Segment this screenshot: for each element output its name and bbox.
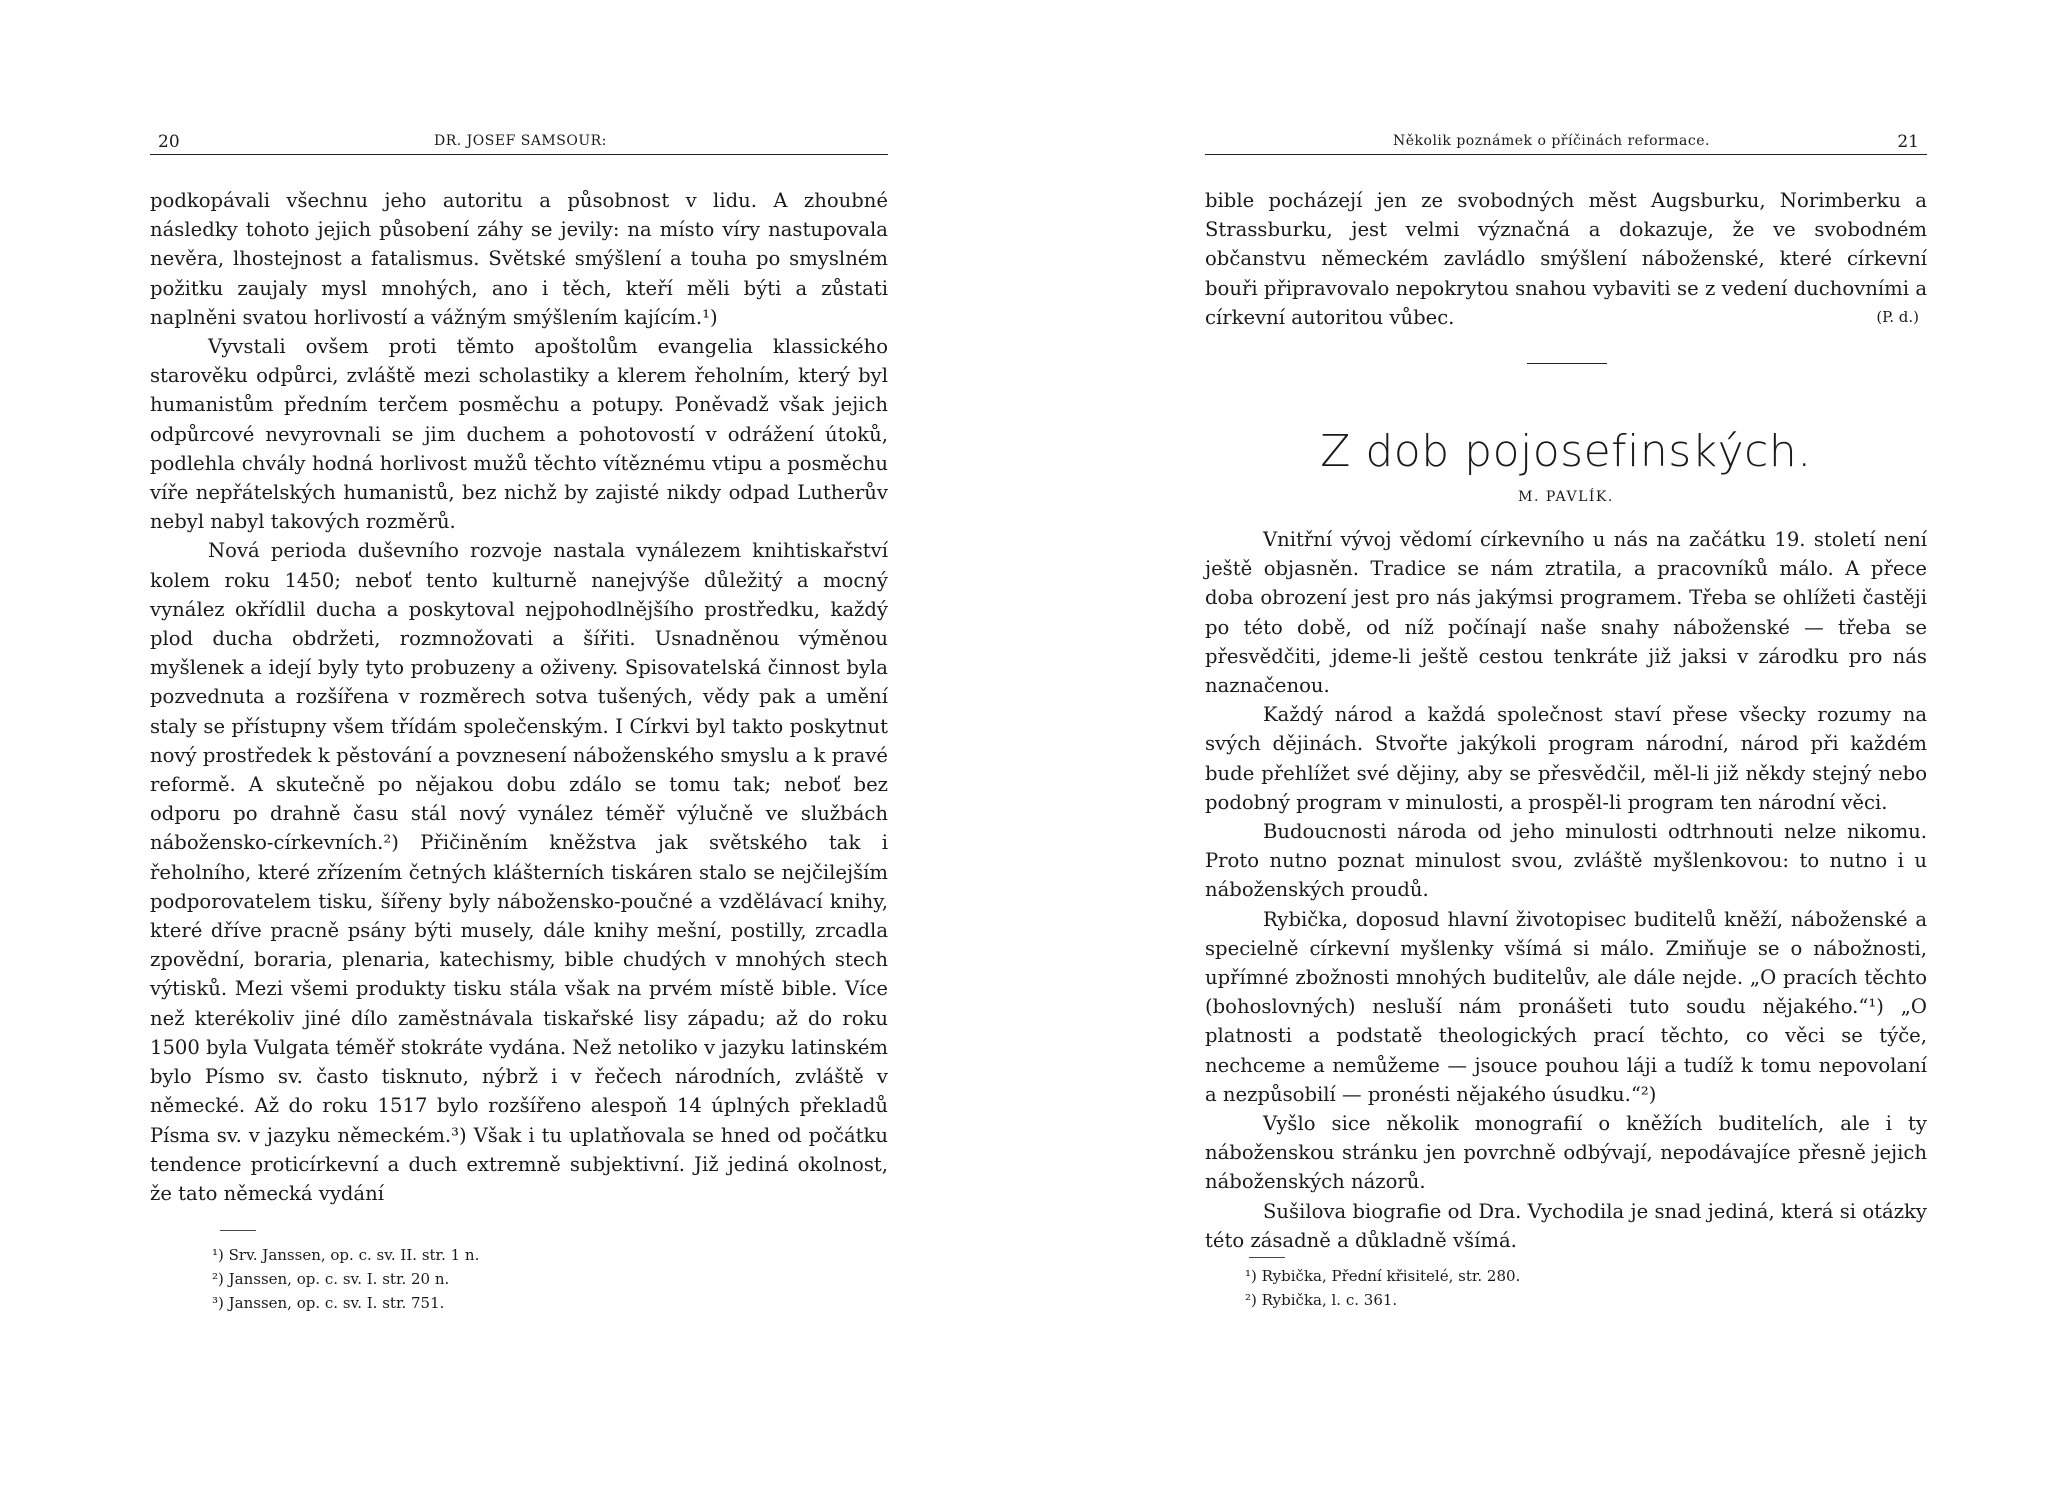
footnote: ¹) Rybička, Přední křisitelé, str. 280.	[1245, 1267, 1521, 1285]
paragraph: Vyšlo sice několik monografií o kněžích buditelích, ale i ty náboženskou stránku jen povrchně odbývají, nepodávajíce přesně jejich náboženských názorů.	[1205, 1112, 1927, 1194]
page-number-left: 20	[158, 132, 180, 152]
paragraph: Vyvstali ovšem proti těmto apoštolům evangelia klassického starověku odpůrci, zvláště mezi scholastiky a klerem řeholním, který byl humanistům předním terčem posměchu a potupy. Poněvadž však jejich odpůrcové nevyrovnali se jim duchem a pohotovostí v odrážení útoků, podlehla chvály hodná horlivost mužů těchto vítěznému vtipu a posměchu víře nepřátelských humanistů, bez nichž by zajisté nikdy odpad Lutherův nebyl nabyl takových rozměrů.	[150, 335, 888, 534]
section-divider	[1527, 363, 1607, 364]
article-body	[1205, 525, 1927, 1255]
paragraph: Vnitřní vývoj vědomí církevního u nás na začátku 19. století není ještě objasněn. Tradice se nám ztratila, a pracovníků málo. A přece doba obrození jest pro nás jakýmsi programem. Třeba se ohlížeti častěji po této době, od níž počínají naše snahy náboženské — třeba se přesvědčiti, jdeme-li ještě cestou tenkráte již jaksi v zárodku pro nás naznačenou.	[1205, 528, 1927, 698]
running-head-title-right: Několik poznámek o příčinách reformace.	[1393, 133, 1710, 149]
left-body-text	[150, 186, 888, 1208]
footnote-rule	[220, 1230, 256, 1231]
footnote: ²) Rybička, l. c. 361.	[1245, 1291, 1398, 1309]
running-head-title-left: DR. JOSEF SAMSOUR:	[434, 133, 607, 149]
footnotes-right	[1245, 1264, 1927, 1312]
article-author: M. PAVLÍK.	[1518, 489, 1614, 505]
footnote: ²) Janssen, op. c. sv. I. str. 20 n.	[212, 1270, 450, 1288]
paragraph: Každý národ a každá společnost staví přese všecky rozumy na svých dějinách. Stvořte jakýkoli program národní, národ při každém bude přehlížet své dějiny, aby se přesvědčil, měl-li již někdy stejný nebo podobný program v minulosti, a prospěl-li program ten národní věci.	[1205, 703, 1927, 814]
footnote: ³) Janssen, op. c. sv. I. str. 751.	[212, 1294, 445, 1312]
paragraph: Rybička, doposud hlavní životopisec buditelů kněží, náboženské a specielně církevní myšlenky všímá si málo. Zmiňuje se o nábožnosti, upřímné zbožnosti mnohých buditelův, ale dále nejde. „O pracích těchto (bohoslovných) nesluší nám pronášeti tuto soudu nějakého.“¹) „O platnosti a podstatě theologických prací těchto, co věci se týče, nechceme a nemůžeme — jsouce pouhou láji a tudíž k tomu nepovolaní a nezpůsobilí — pronésti nějakého úsudku.“²)	[1205, 907, 1927, 1106]
paragraph: Nová perioda duševního rozvoje nastala vynálezem knihtiskařství kolem roku 1450; neboť tento kulturně nanejvýše důležitý a mocný vynález okřídlil ducha a poskytoval nejpohodlnějšího prostředku, každý plod ducha obdržeti, rozmnožovati a šířiti. Usnadněnou výměnou myšlenek a idejí byly tyto probuzeny a oživeny. Spisovatelská činnost byla pozvednuta a rozšířena v rozměrech sotva tušených, vědy pak a umění staly se přístupny všem třídám společenským. I Církvi byl takto poskytnut nový prostředek k pěstování a povznesení náboženského smyslu a k pravé reformě. A skutečně po nějakou dobu zdálo se tomu tak; neboť bez odporu po drahně času stál nový vynález téměř výlučně ve službách nábožensko-církevních.²) Přičiněním kněžstva jak světského tak i řeholního, které zřízením četných klášterních tiskáren stalo se nejčilejším podporovatelem tisku, šířeny byly nábožensko-poučné a vzdělávací knihy, které dříve pracně psány býti musely, dále knihy mešní, postilly, zrcadla zpovědní, boraria, plenaria, katechismy, bible chudých v mnohých stech výtisků. Mezi všemi produkty tisku stála však na prvém místě bible. Více než kterékoliv jiné dílo zaměstnávala tiskařské lisy západu; až do roku 1500 byla Vulgata téměř stokráte vydána. Než netoliko v jazyku latinském bylo Písmo sv. často tisknuto, nýbrž i v řečech národních, zvláště v německé. Až do roku 1517 bylo rozšířeno alespoň 14 úplných překladů Písma sv. v jazyku německém.³) Však i tu uplatňovala se hned od počátku tendence proticírkevní a duch extremně subjektivní. Již jediná okolnost, že tato německá vydání	[150, 539, 888, 1205]
page-number-right: 21	[1897, 132, 1919, 152]
footnotes-left	[212, 1243, 888, 1315]
running-head-left	[150, 132, 888, 155]
footnote-rule	[1249, 1257, 1285, 1258]
continuation-text: bible pocházejí jen ze svobodných měst Augsburku, Norimberku a Strassburku, jest velmi význačná a dokazuje, že ve svobodném občanstvu německém zavládlo smýšlení náboženské, které církevní bouři připravovalo nepokrytou snahou vybaviti se z vedení duchovními a církevní autoritou vůbec.	[1205, 189, 1927, 329]
left-page	[150, 0, 888, 1500]
paragraph: Budoucnosti národa od jeho minulosti odtrhnouti nelze nikomu. Proto nutno poznat minulost svou, zvláště myšlenkovou: to nutno i u náboženských proudů.	[1205, 820, 1927, 902]
article-title: Z dob pojosefinských.	[1320, 426, 1812, 477]
running-head-right	[1205, 132, 1927, 155]
footnote: ¹) Srv. Janssen, op. c. sv. II. str. 1 n.	[212, 1246, 480, 1264]
paragraph: podkopávali všechnu jeho autoritu a působnost v lidu. A zhoubné následky tohoto jejich působení záhy se jevily: na místo víry nastupovala nevěra, lhostejnost a fatalismus. Světské smýšlení a touha po smyslném požitku zaujaly mysl mnohých, ano i těch, kteří měli býti a zůstati naplněni svatou horlivostí a vážným smýšlením kajícím.¹)	[150, 189, 888, 329]
right-continuation-text	[1205, 186, 1927, 332]
sign-off: (P. d.)	[1876, 307, 1919, 326]
paragraph: Sušilova biografie od Dra. Vychodila je snad jediná, která si otázky této zásadně a důkladně všímá.	[1205, 1199, 1927, 1252]
right-page	[1205, 0, 1927, 1500]
paragraph	[1205, 186, 1927, 332]
